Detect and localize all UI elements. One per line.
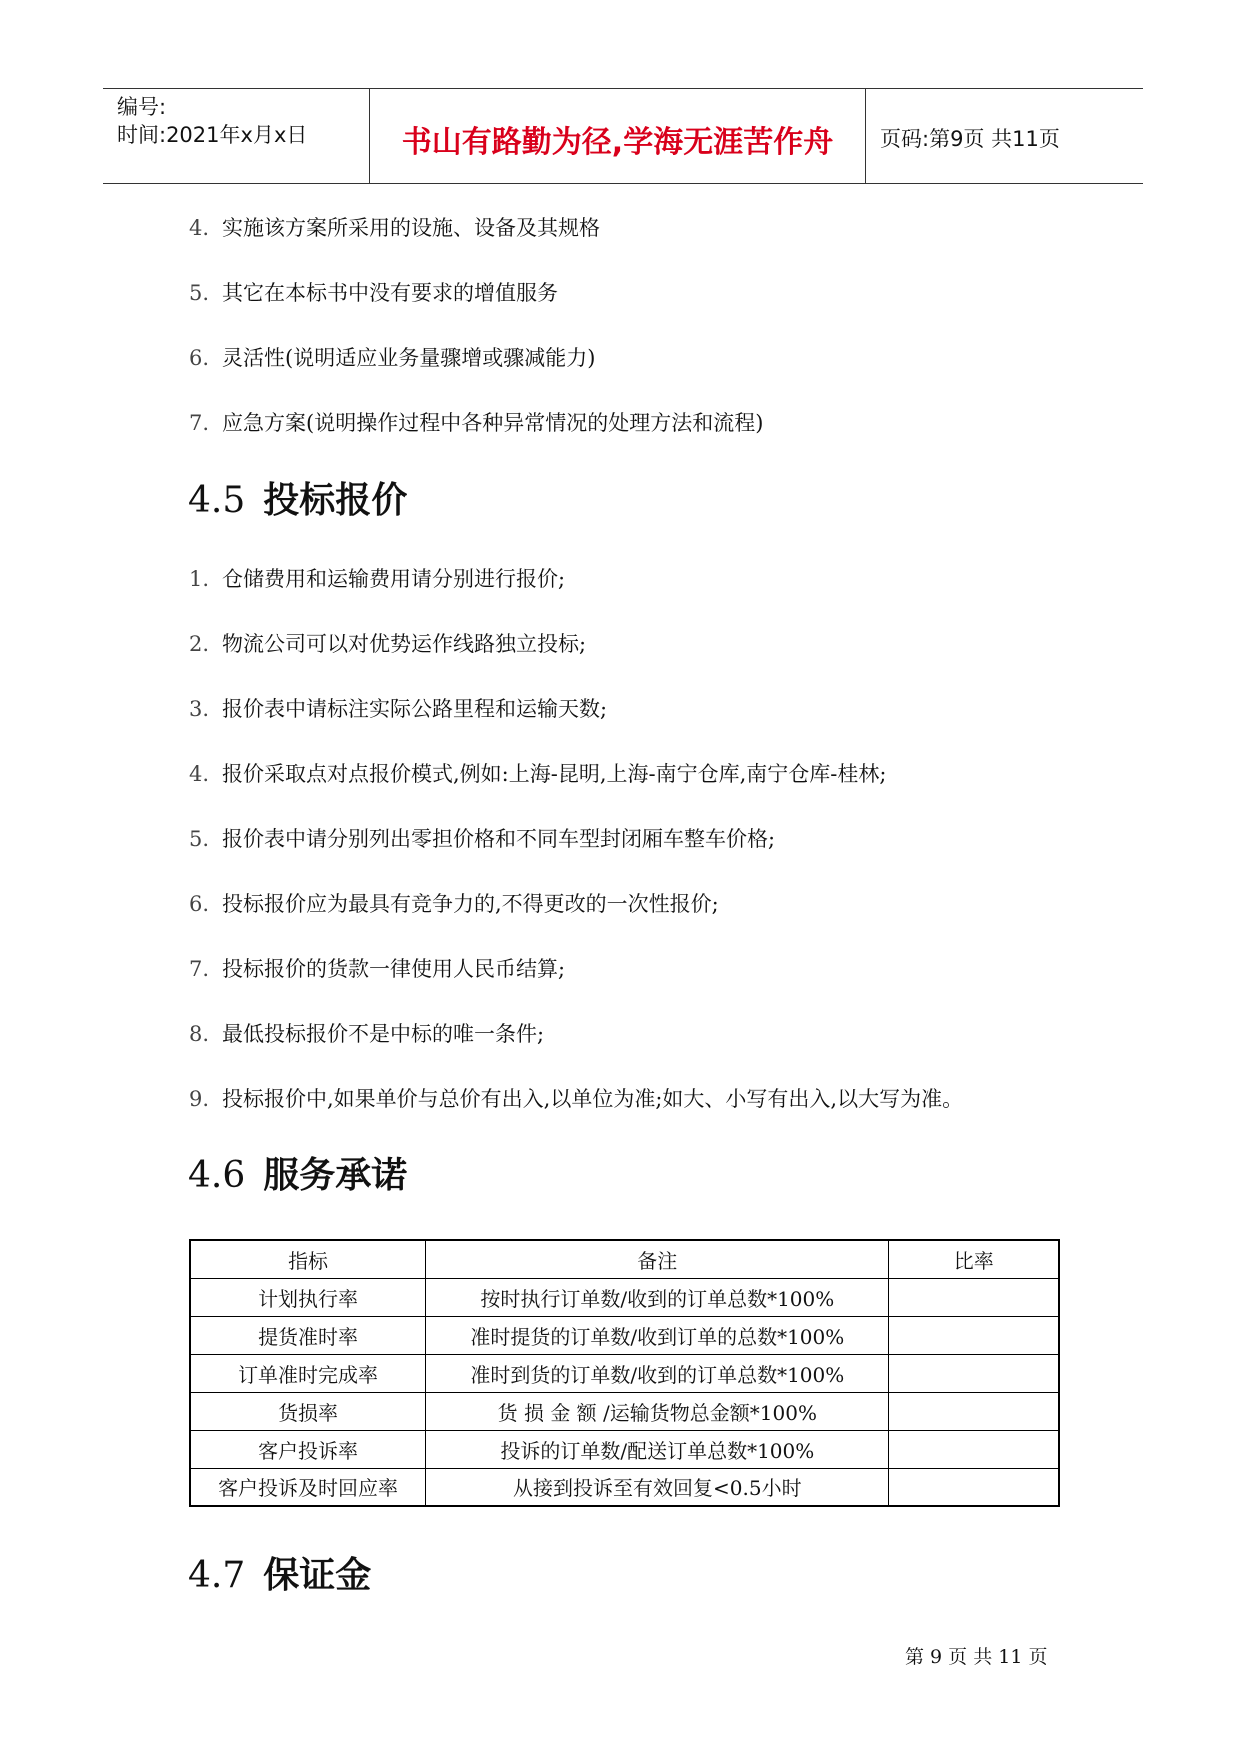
section-heading-4-7 [188,1547,371,1598]
table-row [190,1354,1059,1392]
document-time-label: 时间:2021年x月x日 [117,123,308,147]
table-cell: 客户投诉率 [190,1430,426,1468]
table-cell: 从接到投诉至有效回复<0.5小时 [426,1468,889,1506]
list-item-number: 7. [189,411,210,435]
list-item-number: 5. [189,281,210,305]
table-cell: 订单准时完成率 [190,1354,426,1392]
table-row [190,1316,1059,1354]
list-item-text: 物流公司可以对优势运作线路独立投标; [222,632,587,656]
table-cell [889,1468,1059,1506]
table-cell [889,1278,1059,1316]
header-info-cell [103,89,370,183]
list-item-number: 5. [189,827,210,851]
list-item [189,563,565,593]
list-item-text: 投标报价中,如果单价与总价有出入,以单位为准;如大、小写有出入,以大写为准。 [222,1087,964,1111]
section-title: 保证金 [263,1554,372,1596]
list-item-text: 仓储费用和运输费用请分别进行报价; [222,567,566,591]
header-page-cell [866,89,1143,183]
table-cell [889,1392,1059,1430]
table-cell: 客户投诉及时回应率 [190,1468,426,1506]
list-item [189,953,565,983]
list-item [189,758,886,788]
list-item-text: 其它在本标书中没有要求的增值服务 [222,281,558,305]
list-item-number: 3. [189,697,210,721]
table-row [190,1392,1059,1430]
list-item-number: 2. [189,632,210,656]
section-title: 投标报价 [263,479,408,521]
section-number: 4.7 [188,1555,246,1596]
header-motto: 书山有路勤为径,学海无涯苦作舟 [401,125,834,160]
table-cell: 投诉的订单数/配送订单总数*100% [426,1430,889,1468]
section-number: 4.5 [188,480,246,521]
header-page-label: 页码:第9页 共11页 [880,127,1060,151]
list-item [189,1083,963,1113]
table-header-cell: 比率 [889,1240,1059,1278]
header-motto-cell [370,89,866,183]
table-row [190,1278,1059,1316]
list-item [189,628,586,658]
list-item-text: 最低投标报价不是中标的唯一条件; [222,1022,545,1046]
table-cell [889,1316,1059,1354]
section-heading-4-5 [188,472,407,523]
list-item [189,693,607,723]
list-item-number: 9. [189,1087,210,1111]
table-cell: 货损率 [190,1392,426,1430]
list-item [189,277,558,307]
list-item [189,823,775,853]
list-item-number: 7. [189,957,210,981]
service-commitment-table [189,1239,1060,1507]
table-row [190,1430,1059,1468]
table-header-cell: 指标 [190,1240,426,1278]
table-header-cell: 备注 [426,1240,889,1278]
page-header [103,88,1143,184]
table-cell: 准时到货的订单数/收到的订单总数*100% [426,1354,889,1392]
list-item-text: 投标报价应为最具有竞争力的,不得更改的一次性报价; [222,892,719,916]
list-item-text: 灵活性(说明适应业务量骤增或骤减能力) [222,346,596,370]
table-cell: 货 损 金 额 /运输货物总金额*100% [426,1392,889,1430]
list-item [189,212,600,242]
list-item [189,1018,544,1048]
list-item-number: 8. [189,1022,210,1046]
list-item-text: 报价采取点对点报价模式,例如:上海-昆明,上海-南宁仓库,南宁仓库-桂林; [222,762,887,786]
table-row [190,1468,1059,1506]
list-item [189,342,595,372]
list-item-text: 报价表中请分别列出零担价格和不同车型封闭厢车整车价格; [222,827,776,851]
table-cell: 计划执行率 [190,1278,426,1316]
table-header-row [190,1240,1059,1278]
list-item-text: 实施该方案所采用的设施、设备及其规格 [222,216,600,240]
table-cell: 按时执行订单数/收到的订单总数*100% [426,1278,889,1316]
page-footer: 第 9 页 共 11 页 [905,1646,1048,1668]
list-item [189,888,719,918]
list-item-number: 1. [189,567,210,591]
list-item-text: 应急方案(说明操作过程中各种异常情况的处理方法和流程) [222,411,764,435]
list-item-number: 6. [189,346,210,370]
table-cell: 提货准时率 [190,1316,426,1354]
table-cell [889,1354,1059,1392]
section-number: 4.6 [188,1155,246,1196]
list-item-number: 4. [189,216,210,240]
table-cell [889,1430,1059,1468]
list-item-number: 4. [189,762,210,786]
list-item-text: 投标报价的货款一律使用人民币结算; [222,957,566,981]
list-item [189,407,763,437]
list-item-number: 6. [189,892,210,916]
table-cell: 准时提货的订单数/收到订单的总数*100% [426,1316,889,1354]
document-number-label: 编号: [117,95,167,119]
list-item-text: 报价表中请标注实际公路里程和运输天数; [222,697,608,721]
section-title: 服务承诺 [263,1154,408,1196]
section-heading-4-6 [188,1147,407,1198]
